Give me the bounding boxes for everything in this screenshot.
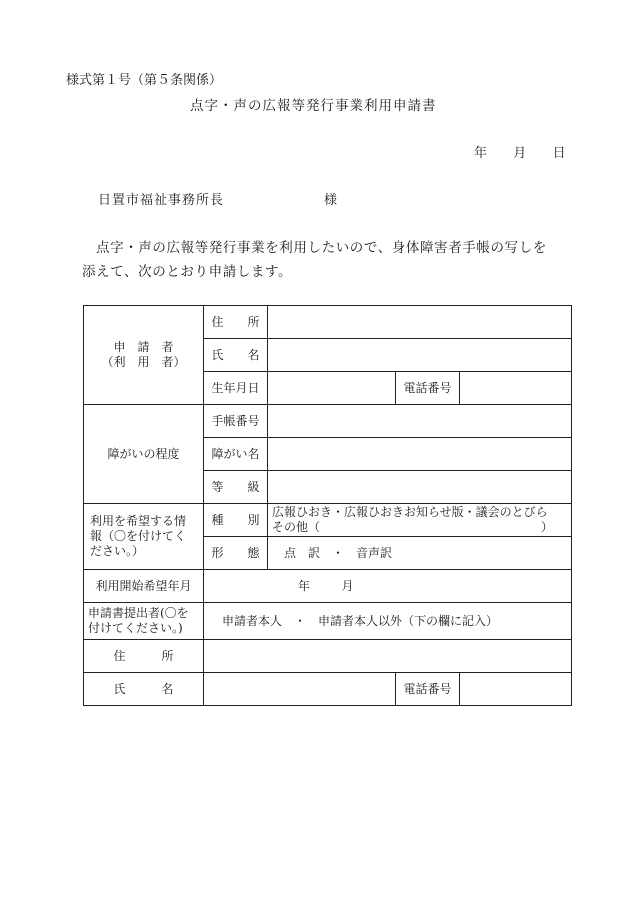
grade-label: 等 級: [204, 471, 268, 504]
submitter-label: 申請書提出者(〇を付けてください。): [84, 603, 204, 640]
date-day: 日: [552, 146, 566, 161]
table-row: [84, 673, 572, 706]
application-form-table: [83, 305, 572, 706]
date-month: 月: [513, 146, 527, 161]
start-year: 年: [297, 578, 310, 593]
start-date-field[interactable]: [204, 570, 572, 603]
disability-name-label: 障がい名: [204, 438, 268, 471]
table-row: [84, 306, 572, 339]
recipient: 日置市福祉事務所長: [98, 193, 225, 208]
applicant-group-title: 申 請 者: [113, 340, 174, 354]
honorific: 様: [324, 193, 338, 208]
name-label: 氏 名: [204, 339, 268, 372]
application-statement: 点字・声の広報等発行事業を利用したいので、身体障害者手帳の写しを添えて、次のとおり申請します。: [82, 240, 547, 280]
disability-name-field[interactable]: [268, 438, 572, 471]
table-row: [84, 504, 572, 537]
type-options-line2: [272, 520, 567, 535]
form-number: 様式第１号（第５条関係）: [66, 73, 223, 88]
handbook-number-label: 手帳番号: [204, 405, 268, 438]
other-close: ）: [540, 520, 553, 534]
date-year: 年: [474, 146, 488, 161]
format-label: 形 態: [204, 537, 268, 570]
disability-group-label: 障がいの程度: [84, 405, 204, 504]
submitter-name-field[interactable]: [204, 673, 396, 706]
other-open: その他（: [272, 520, 321, 534]
table-row: [84, 405, 572, 438]
type-options-line1: 広報ひおき・広報ひおきお知らせ版・議会のとびら: [272, 505, 548, 519]
submitter-phone-label: 電話番号: [396, 673, 460, 706]
handbook-number-field[interactable]: [268, 405, 572, 438]
table-row: [84, 603, 572, 640]
start-month: 月: [341, 578, 354, 593]
format-options[interactable]: 点 訳 ・ 音声訳: [268, 537, 572, 570]
submitter-options[interactable]: 申請者本人 ・ 申請者本人以外（下の欄に記入）: [204, 603, 572, 640]
address-field[interactable]: [268, 306, 572, 339]
grade-field[interactable]: [268, 471, 572, 504]
start-date-label: 利用開始希望年月: [84, 570, 204, 603]
submitter-address-label: 住 所: [84, 640, 204, 673]
phone-field[interactable]: [460, 372, 572, 405]
document-title: 点字・声の広報等発行事業利用申請書: [190, 98, 437, 114]
address-label: 住 所: [204, 306, 268, 339]
table-row: [84, 640, 572, 673]
submitter-phone-field[interactable]: [460, 673, 572, 706]
applicant-group-subtitle: （利 用 者）: [101, 355, 186, 369]
name-field[interactable]: [268, 339, 572, 372]
type-label: 種 別: [204, 504, 268, 537]
date-line: [474, 142, 566, 161]
submitter-address-field[interactable]: [204, 640, 572, 673]
applicant-group-label: [84, 306, 204, 405]
info-group-label: 利用を希望する情報（〇を付けてください。）: [84, 504, 204, 570]
phone-label: 電話番号: [396, 372, 460, 405]
submitter-name-label: 氏 名: [84, 673, 204, 706]
birthdate-field[interactable]: [268, 372, 396, 405]
birthdate-label: 生年月日: [204, 372, 268, 405]
table-row: [84, 570, 572, 603]
type-options[interactable]: [268, 504, 572, 537]
